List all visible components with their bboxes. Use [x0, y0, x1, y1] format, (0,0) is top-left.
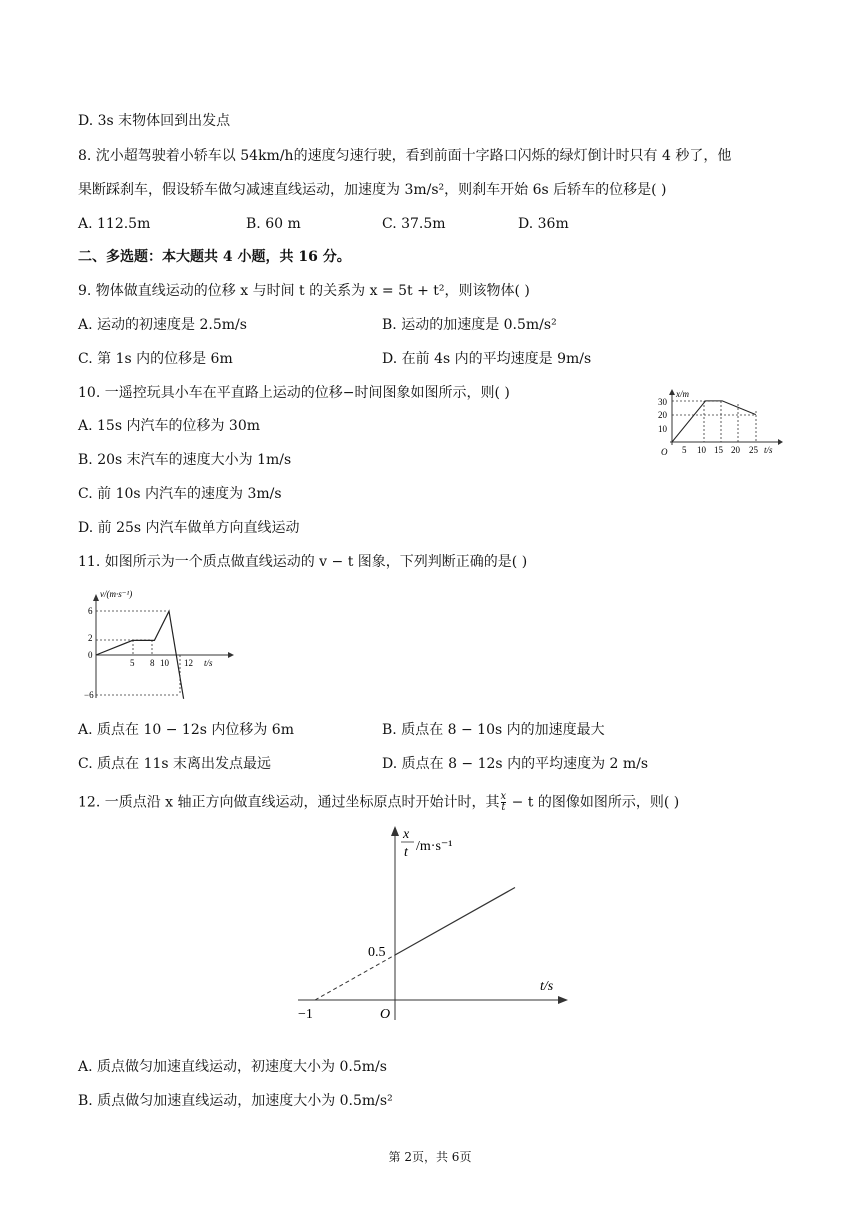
- q9-option-b: B. 运动的加速度是 0.5m/s²: [382, 317, 557, 333]
- q11-option-d: D. 质点在 8 − 12s 内的平均速度为 2 m/s: [382, 756, 649, 772]
- q12-frac-num: x: [500, 791, 507, 802]
- q10-ylabel: x/m: [676, 389, 689, 399]
- q11-xtick-5: 5: [130, 658, 135, 668]
- q12-ylabel-num: x: [403, 827, 410, 842]
- q10-xtick-15: 15: [714, 445, 723, 455]
- q10-xtick-10: 10: [697, 445, 706, 455]
- q10-stem: 10. 一遥控玩具小车在平直路上运动的位移−时间图象如图所示，则( ): [78, 385, 510, 401]
- q11-xlabel: t/s: [204, 658, 213, 668]
- q12-solid-line: [395, 888, 515, 956]
- page-footer: 第 2页，共 6页: [388, 1150, 472, 1164]
- q10-xtick-25: 25: [749, 445, 758, 455]
- q11-option-a: A. 质点在 10 − 12s 内位移为 6m: [78, 722, 294, 738]
- q12-dashed-line: [315, 955, 395, 1000]
- q11-option-c: C. 质点在 11s 末离出发点最远: [78, 756, 272, 772]
- q10-option-c: C. 前 10s 内汽车的速度为 3m/s: [78, 486, 282, 502]
- q12-x-arrow: [558, 996, 568, 1004]
- q11-ytick-0: 0: [88, 650, 93, 660]
- q11-y-arrow: [93, 594, 99, 601]
- q11-option-b: B. 质点在 8 − 10s 内的加速度最大: [382, 722, 605, 738]
- q10-option-a: A. 15s 内汽车的位移为 30m: [78, 418, 260, 434]
- q10-origin: O: [661, 447, 668, 457]
- q10-ytick-10: 10: [658, 424, 667, 434]
- q8-option-b: B. 60 m: [246, 216, 301, 232]
- q11-ytick-6: 6: [88, 606, 93, 616]
- q10-xt-graph: [656, 387, 786, 457]
- section-heading: 二、多选题：本大题共 4 小题，共 16 分。: [78, 249, 351, 265]
- q9-option-d: D. 在前 4s 内的平均速度是 9m/s: [382, 351, 592, 367]
- q8-option-a: A. 112.5m: [78, 216, 151, 232]
- q10-dashed-guides: [672, 401, 756, 442]
- q9-option-c: C. 第 1s 内的位移是 6m: [78, 351, 233, 367]
- q11-xtick-12: 12: [184, 658, 193, 668]
- q11-ylabel: v/(m·s⁻¹): [100, 589, 133, 599]
- q11-xtick-10: 10: [160, 658, 169, 668]
- q12-stem-post: − t 的图像如图所示，则( ): [507, 794, 680, 811]
- q11-x-arrow: [228, 652, 234, 658]
- q10-line: [672, 401, 756, 442]
- q10-xlabel: t/s: [764, 445, 773, 455]
- q12-xtick-neg1: −1: [298, 1007, 313, 1022]
- q9-stem: 9. 物体做直线运动的位移 x 与时间 t 的关系为 x = 5t + t²，则该物体( ): [78, 283, 530, 299]
- q10-xtick-20: 20: [731, 445, 740, 455]
- q11-ytick-2: 2: [88, 633, 93, 643]
- q9-option-a: A. 运动的初速度是 2.5m/s: [78, 317, 247, 333]
- q12-y-arrow: [391, 826, 399, 836]
- q12-fraction: [501, 792, 507, 813]
- q12-option-b: B. 质点做匀加速直线运动，加速度大小为 0.5m/s²: [78, 1093, 393, 1109]
- q12-graph: [290, 820, 580, 1030]
- q12-ylabel-den: t: [404, 845, 408, 860]
- q8-line1: 8. 沈小超驾驶着小轿车以 54km/h的速度匀速行驶，看到前面十字路口闪烁的绿灯倒计时只有 4 秒了，他: [78, 148, 732, 164]
- q10-option-b: B. 20s 末汽车的速度大小为 1m/s: [78, 452, 292, 468]
- q10-xtick-5: 5: [682, 445, 687, 455]
- q12-origin: O: [380, 1007, 391, 1022]
- q12-stem: [78, 792, 679, 813]
- q8-option-d: D. 36m: [518, 216, 569, 232]
- q12-frac-den: t: [501, 802, 506, 813]
- q12-stem-pre: 12. 一质点沿 x 轴正方向做直线运动，通过坐标原点时开始计时，其: [78, 794, 500, 811]
- q10-ytick-20: 20: [658, 410, 667, 420]
- q8-option-c: C. 37.5m: [382, 216, 446, 232]
- q11-dashed-guides: [96, 611, 180, 695]
- q10-ytick-30: 30: [658, 397, 667, 407]
- q11-xtick-8: 8: [150, 658, 155, 668]
- q12-xlabel: t/s: [540, 979, 554, 994]
- q12-option-a: A. 质点做匀加速直线运动，初速度大小为 0.5m/s: [78, 1059, 387, 1075]
- q12-ytick-0.5: 0.5: [368, 945, 386, 960]
- q11-ytick-neg6: −6: [84, 690, 94, 700]
- q10-option-d: D. 前 25s 内汽车做单方向直线运动: [78, 520, 300, 536]
- q12-ylabel-unit: /m·s⁻¹: [416, 839, 453, 854]
- q10-y-arrow: [669, 389, 675, 395]
- q11-stem: 11. 如图所示为一个质点做直线运动的 v − t 图象，下列判断正确的是( ): [78, 554, 528, 570]
- q11-vt-graph: [82, 585, 242, 710]
- q8-line2: 果断踩刹车，假设轿车做匀减速直线运动，加速度为 3m/s²，则刹车开始 6s 后轿车的位移是( ): [78, 182, 667, 198]
- q10-x-arrow: [778, 439, 783, 445]
- q7-option-d: D. 3s 末物体回到出发点: [78, 113, 231, 129]
